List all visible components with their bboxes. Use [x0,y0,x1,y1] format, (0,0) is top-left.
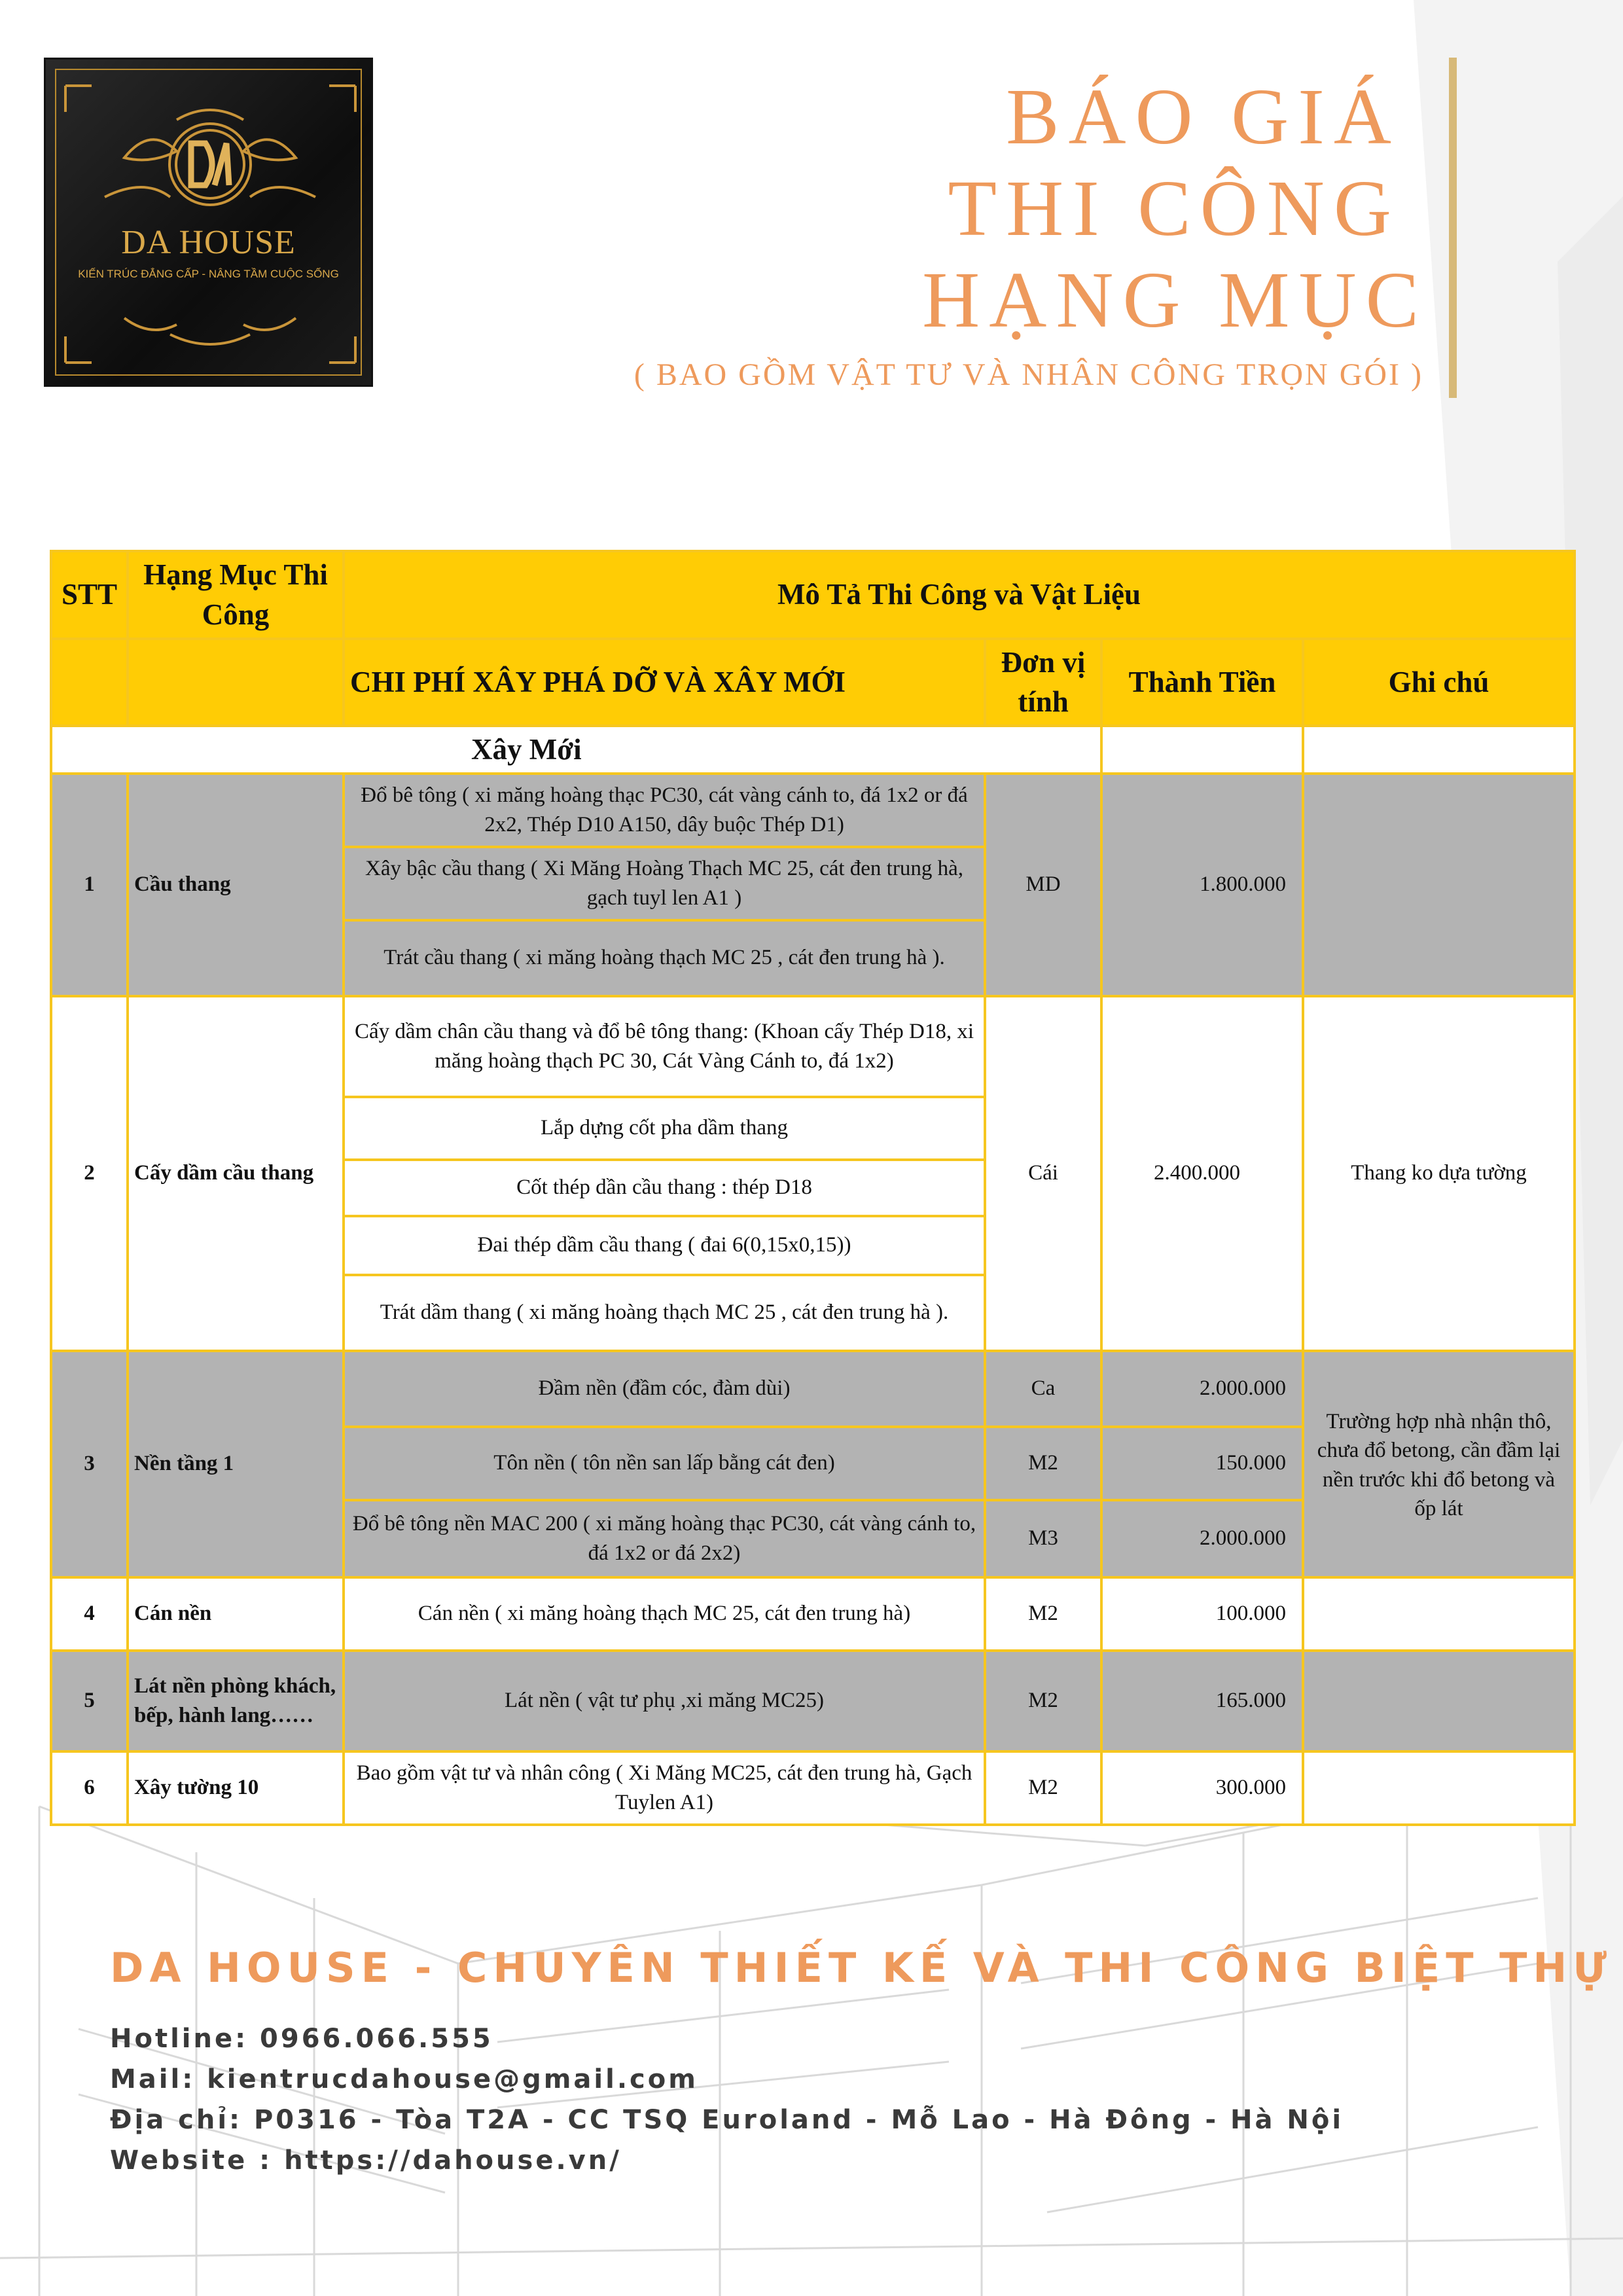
row-detail: Tôn nền ( tôn nền san lấp bằng cát đen) [344,1427,985,1500]
header-item: Hạng Mục Thi Công [128,551,344,639]
row-price: 100.000 [1101,1577,1303,1651]
table-row [51,774,1575,847]
row-unit: M2 [985,1751,1101,1825]
row-item: Cầu thang [128,774,344,996]
row-item: Cán nền [128,1577,344,1651]
logo-tagline: KIẾN TRÚC ĐẲNG CẤP - NÂNG TẦM CUỘC SỐNG [78,268,339,280]
row-unit: M2 [985,1427,1101,1500]
row-detail: Cốt thép dần cầu thang : thép D18 [344,1160,985,1216]
header-category: CHI PHÍ XÂY PHÁ DỠ VÀ XÂY MỚI [344,639,985,726]
header-description: Mô Tả Thi Công và Vật Liệu [344,551,1575,639]
header-price: Thành Tiền [1101,639,1303,726]
row-unit: Ca [985,1351,1101,1427]
row-stt: 1 [51,774,128,996]
table-row [51,1651,1575,1751]
row-note: Trường hợp nhà nhận thô, chưa đổ betong, cần đầm lại nền trước khi đổ betong và ốp lát [1303,1351,1575,1577]
row-stt: 4 [51,1577,128,1651]
row-detail: Lát nền ( vật tư phụ ,xi măng MC25) [344,1651,985,1751]
title-line-2: THI CÔNG [948,164,1400,253]
footer-website: Website : https://dahouse.vn/ [110,2145,622,2176]
row-note [1303,774,1575,996]
row-detail: Trát cầu thang ( xi măng hoàng thạch MC 25 , cát đen trung hà ). [344,920,985,996]
row-unit: M3 [985,1500,1101,1577]
row-price: 150.000 [1101,1427,1303,1500]
title-subtitle: ( BAO GỒM VẬT TƯ VÀ NHÂN CÔNG TRỌN GÓI ) [633,357,1423,392]
row-item: Xây tường 10 [128,1751,344,1825]
row-stt: 6 [51,1751,128,1825]
da-house-logo [44,58,373,387]
title-line-1: BÁO GIÁ [1006,73,1400,161]
header-unit: Đơn vị tính [985,639,1101,726]
row-unit: MD [985,774,1101,996]
quote-table [50,550,1576,1826]
table-header-row [51,551,1575,639]
row-item: Lát nền phòng khách, bếp, hành lang…… [128,1651,344,1751]
row-unit: M2 [985,1577,1101,1651]
footer-hotline: Hotline: 0966.066.555 [110,2024,493,2054]
footer-title: DA HOUSE - CHUYÊN THIẾT KẾ VÀ THI CÔNG BIỆT THỰ [110,1944,1613,1992]
row-note [1303,1751,1575,1825]
row-stt: 3 [51,1351,128,1577]
logo-brand-name: DA HOUSE [121,224,296,261]
subheader-empty-stt [51,639,128,726]
row-detail: Bao gồm vật tư và nhân công ( Xi Măng MC25, cát đen trung hà, Gạch Tuylen A1) [344,1751,985,1825]
row-unit: M2 [985,1651,1101,1751]
footer-address: Địa chỉ: P0316 - Tòa T2A - CC TSQ Euroland - Mỗ Lao - Hà Đông - Hà Nội [110,2105,1344,2135]
table-row [51,1577,1575,1651]
table-row [51,996,1575,1097]
footer-mail: Mail: kientrucdahouse@gmail.com [110,2064,698,2094]
section-empty-note [1303,726,1575,774]
row-stt: 2 [51,996,128,1351]
row-price: 300.000 [1101,1751,1303,1825]
row-note [1303,1651,1575,1751]
title-accent-bar [1449,58,1457,398]
row-unit: Cái [985,996,1101,1351]
row-detail: Trát dầm thang ( xi măng hoàng thạch MC 25 , cát đen trung hà ). [344,1275,985,1351]
section-empty-price [1101,726,1303,774]
row-item: Cấy dầm cầu thang [128,996,344,1351]
section-row [51,726,1575,774]
row-price: 2.000.000 [1101,1351,1303,1427]
section-title: Xây Mới [51,726,1101,774]
row-note: Thang ko dựa tường [1303,996,1575,1351]
row-detail: Đổ bê tông ( xi măng hoàng thạc PC30, cát vàng cánh to, đá 1x2 or đá 2x2, Thép D10 A150, dây buộc Thép D1) [344,774,985,847]
table-row [51,1751,1575,1825]
row-detail: Đầm nền (đầm cóc, đàm dùi) [344,1351,985,1427]
subheader-empty-item [128,639,344,726]
table-subheader-row [51,639,1575,726]
row-price: 2.400.000 [1101,996,1303,1351]
row-price: 1.800.000 [1101,774,1303,996]
table-row [51,1351,1575,1427]
row-detail: Xây bậc cầu thang ( Xi Măng Hoàng Thạch MC 25, cát đen trung hà, gạch tuyl len A1 ) [344,847,985,920]
row-stt: 5 [51,1651,128,1751]
row-detail: Lắp dựng cốt pha dầm thang [344,1097,985,1160]
row-price: 2.000.000 [1101,1500,1303,1577]
row-detail: Cấy dầm chân cầu thang và đổ bê tông thang: (Khoan cấy Thép D18, xi măng hoàng thạch PC 30, Cát Vàng Cánh to, đá 1x2) [344,996,985,1097]
header-note: Ghi chú [1303,639,1575,726]
title-line-3: HẠNG MỤC [922,256,1428,344]
row-item: Nền tầng 1 [128,1351,344,1577]
row-detail: Cán nền ( xi măng hoàng thạch MC 25, cát đen trung hà) [344,1577,985,1651]
row-price: 165.000 [1101,1651,1303,1751]
row-detail: Đai thép dầm cầu thang ( đai 6(0,15x0,15)) [344,1216,985,1275]
row-note [1303,1577,1575,1651]
row-detail: Đổ bê tông nền MAC 200 ( xi măng hoàng thạc PC30, cát vàng cánh to, đá 1x2 or đá 2x2) [344,1500,985,1577]
header-stt: STT [51,551,128,639]
